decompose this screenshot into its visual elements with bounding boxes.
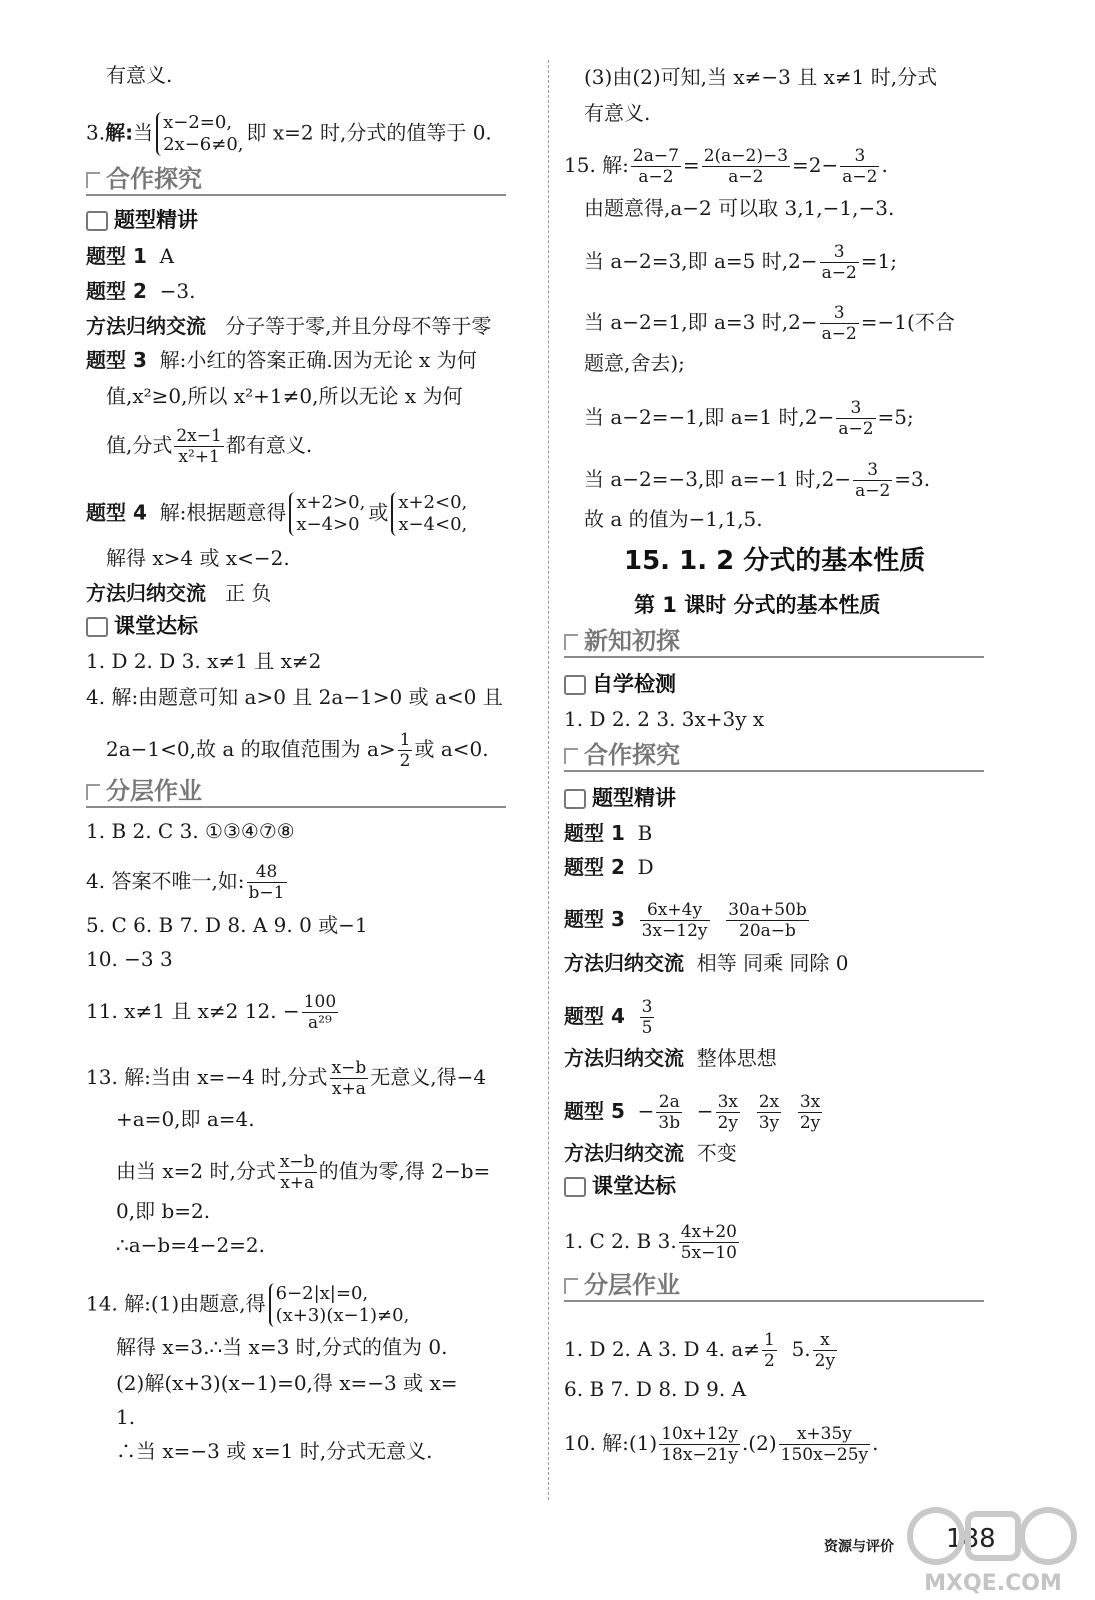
text-line: 5. C 6. B 7. D 8. A 9. 0 或−1 — [86, 913, 368, 937]
tixing-1 — [86, 243, 174, 269]
text-line: 由题意得,a−2 可以取 3,1,−1,−3. — [584, 196, 895, 220]
numerator: x — [813, 1330, 837, 1351]
book-icon — [564, 1177, 586, 1197]
numerator: 3 — [641, 997, 653, 1017]
fraction — [278, 1152, 317, 1193]
fraction — [398, 730, 413, 771]
text-line: 有意义. — [106, 63, 173, 87]
numerator: 30a+50b — [728, 900, 807, 920]
text: 当 — [133, 120, 154, 145]
numerator: 100 — [303, 992, 337, 1012]
text-line: ∴a−b=4−2=2. — [116, 1233, 266, 1257]
tixing-4 — [564, 997, 656, 1038]
tixing-3 — [564, 900, 811, 941]
text-line: 故 a 的值为−1,1,5. — [584, 507, 763, 531]
watermark-text: MXQE.COM — [924, 1571, 1062, 1596]
text: 当 a−2=1,即 a=3 时,2− — [584, 310, 818, 334]
fenceng-4 — [86, 862, 289, 903]
numerator: 10x+12y — [661, 1424, 738, 1444]
text: .(2) — [741, 1431, 777, 1455]
fraction — [247, 862, 287, 903]
fraction — [757, 1092, 781, 1133]
question-3 — [86, 112, 492, 156]
numerator: x+35y — [779, 1424, 871, 1445]
question-15 — [564, 146, 888, 187]
label: 题型 3 — [86, 348, 147, 372]
text-line: 题意,舍去); — [584, 351, 685, 375]
text-line: 值,x²≥0,所以 x²+1≠0,所以无论 x 为何 — [106, 384, 463, 408]
text: 当 a−2=−1,即 a=1 时,2− — [584, 405, 835, 429]
equation: x−4<0, — [398, 514, 468, 535]
answer: D — [637, 855, 654, 879]
denominator: 3b — [658, 1113, 681, 1133]
fenceng-1-5 — [564, 1330, 839, 1371]
numerator: 2(a−2)−3 — [703, 146, 789, 166]
denominator: 2 — [764, 1351, 775, 1371]
lesson-title: 第 1 课时 分式的基本性质 — [634, 593, 881, 617]
label: 题型 4 — [86, 500, 147, 525]
equation-system — [391, 492, 467, 536]
denominator: 18x−21y — [661, 1445, 738, 1465]
fraction — [659, 1424, 740, 1465]
text: 2a−1<0,故 a 的取值范围为 a> — [106, 737, 396, 761]
answer: 整体思想 — [696, 1046, 777, 1070]
numerator: 1 — [764, 1330, 775, 1350]
equation-system — [269, 1283, 410, 1327]
case-2 — [584, 303, 955, 344]
fraction — [330, 1058, 369, 1099]
numerator: 2a−7 — [632, 146, 679, 166]
text: = — [682, 153, 700, 177]
numerator: 1 — [399, 730, 411, 750]
label: 题型 2 — [86, 279, 147, 303]
text-line: 解得 x>4 或 x<−2. — [106, 546, 290, 570]
label: 题型 1 — [564, 821, 625, 845]
section-header-fenceng — [86, 776, 506, 808]
fraction — [820, 242, 859, 283]
fraction — [656, 1092, 682, 1133]
denominator: x²+1 — [178, 447, 220, 467]
answer: −3. — [159, 279, 196, 303]
tixing-2 — [86, 278, 195, 304]
text: 5. — [791, 1337, 811, 1361]
label: 方法归纳交流 — [564, 951, 684, 975]
text-line: 4. 解:由题意可知 a>0 且 2a−1>0 或 a<0 且 — [86, 685, 503, 709]
column-divider — [548, 60, 549, 1500]
text: 当 a−2=3,即 a=5 时,2− — [584, 249, 818, 273]
ketang-4-line-2 — [106, 730, 489, 771]
subheader-title: 课堂达标 — [114, 614, 198, 638]
denominator: 2 — [399, 751, 411, 771]
fraction — [302, 992, 338, 1033]
equation: x−2=0, — [163, 112, 233, 133]
text: 无意义,得−4 — [370, 1065, 487, 1089]
section-header-hezuo — [86, 164, 506, 196]
text-line: 1. D 2. D 3. x≠1 且 x≠2 — [86, 649, 322, 673]
section-title: 分层作业 — [106, 777, 202, 805]
denominator: 3y — [758, 1113, 780, 1133]
denominator: 2y — [814, 1351, 836, 1371]
pen-icon — [564, 789, 586, 809]
label: 题型 2 — [564, 855, 625, 879]
tixing-4 — [86, 492, 470, 536]
text: 或 a<0. — [414, 737, 489, 761]
fenceng-11-12 — [86, 992, 340, 1033]
answer: 分子等于零,并且分母不等于零 — [225, 314, 492, 338]
numerator: 3 — [820, 242, 859, 263]
section-header-hezuo — [564, 740, 984, 772]
denominator: b−1 — [248, 883, 285, 903]
question-13-line-3 — [116, 1152, 490, 1193]
denominator: a−2 — [821, 324, 857, 344]
numerator: x−b — [279, 1152, 315, 1172]
section-title-15-1-2: 15. 1. 2 分式的基本性质 — [624, 546, 926, 576]
method-summary-b — [564, 1045, 777, 1071]
answer: 不变 — [696, 1141, 737, 1165]
question-14 — [86, 1283, 412, 1327]
denominator: 20a−b — [739, 921, 796, 941]
label: 题型 3 — [564, 907, 625, 931]
fraction — [836, 398, 875, 439]
text: 4. 答案不唯一,如: — [86, 869, 245, 893]
method-summary-1 — [86, 313, 491, 339]
text-line: (3)由(2)可知,当 x≠−3 且 x≠1 时,分式 — [584, 65, 938, 89]
text: 13. 解:当由 x=−4 时,分式 — [86, 1065, 328, 1089]
section-header-fenceng — [564, 1270, 984, 1302]
subheader-title: 题型精讲 — [114, 208, 198, 232]
denominator: a−2 — [728, 167, 764, 187]
fraction — [813, 1330, 837, 1371]
text: 15. 解: — [564, 153, 629, 177]
denominator: a−2 — [821, 263, 857, 283]
question-13 — [86, 1058, 486, 1099]
method-summary-2 — [86, 580, 271, 606]
denominator: a−2 — [842, 167, 878, 187]
text: =2− — [792, 153, 839, 177]
denominator: a²⁹ — [308, 1013, 332, 1033]
fenceng-10 — [564, 1424, 879, 1465]
ketang-answers — [564, 1222, 741, 1263]
text: − — [637, 1099, 655, 1123]
subheader-tixing — [86, 206, 198, 234]
label: 方法归纳交流 — [564, 1141, 684, 1165]
section-title: 合作探究 — [106, 165, 202, 193]
fraction — [174, 426, 223, 467]
numerator: 3 — [820, 303, 859, 324]
watermark-logo — [898, 1500, 1088, 1596]
denominator: a−2 — [838, 419, 874, 439]
method-summary-a — [564, 950, 849, 976]
denominator: x+a — [280, 1173, 315, 1193]
answer: 相等 同乘 同除 0 — [696, 951, 849, 975]
text: =1; — [860, 249, 898, 273]
text: =−1(不合 — [860, 310, 955, 334]
text: 或 — [368, 500, 389, 525]
denominator: 5 — [641, 1018, 653, 1038]
book-icon — [86, 617, 108, 637]
denominator: x+a — [331, 1079, 366, 1099]
numerator: 3x — [798, 1092, 822, 1113]
equation: x+2>0, — [296, 492, 366, 513]
solution-label: 解: — [105, 120, 134, 145]
text: 10. 解:(1) — [564, 1431, 658, 1455]
numerator: x−b — [331, 1058, 367, 1078]
label: 方法归纳交流 — [86, 314, 206, 338]
fraction — [631, 146, 681, 187]
text: 由当 x=2 时,分式 — [116, 1159, 276, 1183]
watermark-block — [968, 1514, 1018, 1558]
text: 解:根据题意得 — [159, 500, 287, 525]
corner-icon — [564, 1278, 578, 1294]
corner-icon — [86, 172, 100, 188]
numerator: 2a — [656, 1092, 682, 1113]
text: 11. x≠1 且 x≠2 12. − — [86, 999, 300, 1023]
denominator: 150x−25y — [780, 1445, 869, 1465]
text: . — [872, 1431, 879, 1455]
numerator: 2x−1 — [176, 426, 222, 446]
text: 即 x=2 时,分式的值等于 0. — [246, 120, 492, 145]
denominator: a−2 — [855, 481, 891, 501]
answer: 正 负 — [225, 581, 272, 605]
text: 14. 解:(1)由题意,得 — [86, 1291, 266, 1316]
tixing-2 — [564, 854, 654, 880]
text-line: 0,即 b=2. — [116, 1199, 211, 1223]
text: 值,分式 — [106, 433, 173, 457]
fraction — [679, 1222, 739, 1263]
denominator: a−2 — [638, 167, 674, 187]
question-number: 3. — [86, 120, 106, 145]
text-line: 有意义. — [584, 101, 651, 125]
label: 题型 1 — [86, 244, 147, 268]
numerator: 4x+20 — [680, 1222, 737, 1242]
numerator: 3x — [716, 1092, 740, 1113]
text-line: 6. B 7. D 8. D 9. A — [564, 1377, 747, 1401]
numerator: 6x+4y — [640, 900, 710, 921]
fraction — [702, 146, 790, 187]
fraction — [762, 1330, 777, 1371]
text: − — [696, 1099, 714, 1123]
fraction — [716, 1092, 740, 1133]
numerator: 2x — [757, 1092, 781, 1113]
numerator: 48 — [247, 862, 287, 883]
text: 的值为零,得 2−b= — [318, 1159, 491, 1183]
fraction — [820, 303, 859, 344]
subheader-title: 课堂达标 — [592, 1174, 676, 1198]
equation: 6−2|x|=0, — [275, 1283, 369, 1304]
answer: B — [637, 821, 653, 845]
text: 1. C 2. B 3. — [564, 1229, 677, 1253]
watermark-ring — [1022, 1510, 1074, 1562]
section-header-xinzhi — [564, 626, 984, 658]
text: 都有意义. — [225, 433, 313, 457]
label: 题型 4 — [564, 1004, 625, 1028]
text-line: 10. −3 3 — [86, 947, 173, 971]
denominator: 2y — [799, 1113, 821, 1133]
case-3 — [584, 398, 914, 439]
fraction — [840, 146, 879, 187]
subheader-ketang — [564, 1172, 676, 1200]
text: 解:小红的答案正确.因为无论 x 为何 — [159, 348, 477, 372]
corner-icon — [564, 634, 578, 650]
text-line: +a=0,即 a=4. — [116, 1107, 255, 1131]
subheader-ketang — [86, 612, 198, 640]
fraction — [779, 1424, 871, 1465]
label: 方法归纳交流 — [86, 581, 206, 605]
denominator: 2y — [717, 1113, 738, 1133]
case-1 — [584, 242, 897, 283]
label: 方法归纳交流 — [564, 1046, 684, 1070]
case-4 — [584, 460, 930, 501]
tixing-1 — [564, 820, 652, 846]
text-line: (2)解(x+3)(x−1)=0,得 x=−3 或 x= — [116, 1371, 458, 1395]
fraction — [640, 997, 655, 1038]
tixing-3 — [86, 347, 477, 373]
fraction — [640, 900, 710, 941]
text: =3. — [894, 467, 931, 491]
equation: (x+3)(x−1)≠0, — [275, 1305, 410, 1326]
text: =5; — [877, 405, 914, 429]
text-line: ∴当 x=−3 或 x=1 时,分式无意义. — [116, 1439, 433, 1463]
equation: 2x−6≠0, — [163, 134, 244, 155]
section-title: 分层作业 — [584, 1271, 680, 1299]
text-line: 1. — [116, 1405, 136, 1429]
numerator: 3 — [836, 398, 875, 419]
pen-icon — [86, 211, 108, 231]
equation: x+2<0, — [398, 492, 468, 513]
tixing-5 — [564, 1092, 824, 1133]
section-title: 新知初探 — [584, 627, 680, 655]
equation-system — [156, 112, 243, 156]
section-title: 合作探究 — [584, 741, 680, 769]
numerator: 3 — [840, 146, 879, 167]
numerator: 3 — [853, 460, 892, 481]
footer-label: 资源与评价 — [824, 1539, 894, 1555]
label: 题型 5 — [564, 1099, 625, 1123]
pencil-icon — [564, 675, 586, 695]
answer: A — [159, 244, 175, 268]
corner-icon — [86, 784, 100, 800]
tixing-3-line-3 — [106, 426, 312, 467]
method-summary-c — [564, 1140, 737, 1166]
subheader-title: 题型精讲 — [592, 786, 676, 810]
subheader-zixue — [564, 670, 676, 698]
text-line: 解得 x=3.∴当 x=3 时,分式的值为 0. — [116, 1335, 448, 1359]
fraction — [726, 900, 809, 941]
equation-system — [289, 492, 365, 536]
right-column — [564, 0, 1004, 1600]
equation: x−4>0 — [296, 514, 360, 535]
corner-icon — [564, 748, 578, 764]
text: . — [881, 153, 888, 177]
subheader-title: 自学检测 — [592, 672, 676, 696]
text: 1. D 2. A 3. D 4. a≠ — [564, 1337, 761, 1361]
subheader-tixing — [564, 784, 676, 812]
watermark-ring — [910, 1510, 962, 1562]
text-line: 1. D 2. 2 3. 3x+3y x — [564, 707, 765, 731]
left-column — [86, 0, 526, 1600]
fraction — [798, 1092, 822, 1133]
text-line: 1. B 2. C 3. ①③④⑦⑧ — [86, 819, 295, 843]
denominator: 3x−12y — [641, 921, 708, 941]
text: 当 a−2=−3,即 a=−1 时,2− — [584, 467, 852, 491]
page-number: 188 — [946, 1524, 996, 1554]
fraction — [853, 460, 892, 501]
denominator: 5x−10 — [680, 1243, 737, 1263]
